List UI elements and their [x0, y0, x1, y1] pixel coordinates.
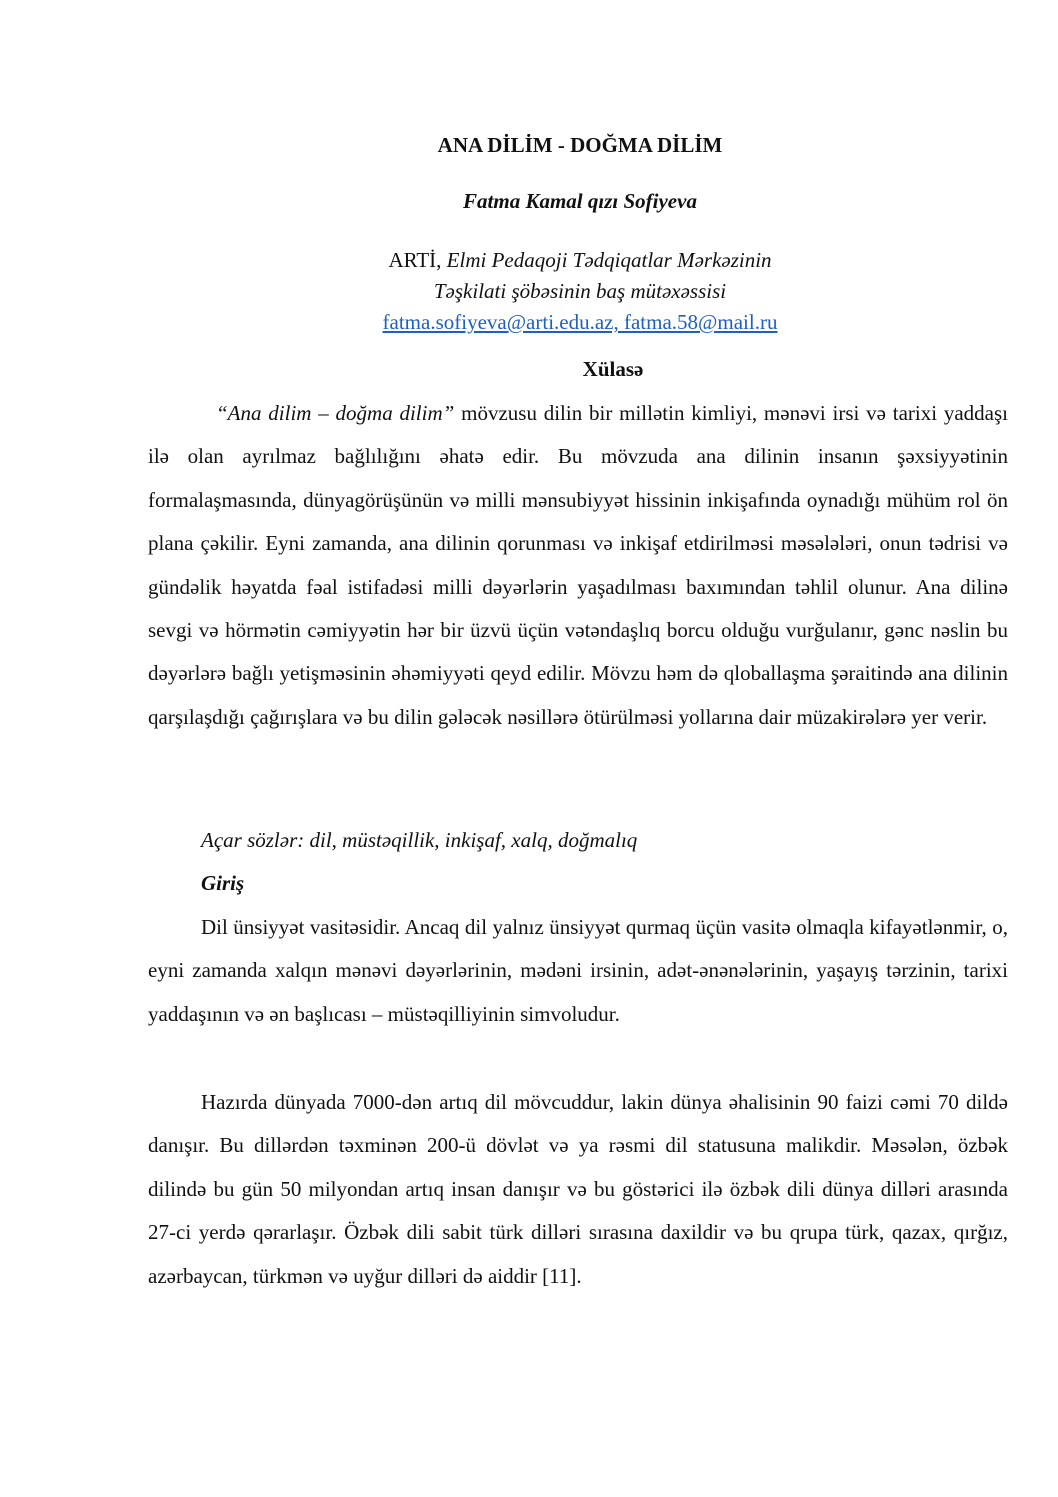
abstract-quote: “Ana dilim – doğma dilim”: [216, 401, 455, 425]
author-email-link[interactable]: fatma.sofiyeva@arti.edu.az, fatma.58@mail.ru: [382, 310, 778, 334]
author-name: Fatma Kamal qızı Sofiyeva: [463, 189, 697, 213]
intro-paragraph: Dil ünsiyyət vasitəsidir. Ancaq dil yalnız ünsiyyət qurmaq üçün vasitə olmaqla kifayətlənmir, o, eyni zamanda xalqın mənəvi dəyərlərinin, mədəni irsinin, adət-ənənələrinin, yaşayış tərzinin, tarixi yaddaşının və ən başlıcası – müstəqilliyinin simvoludur.: [148, 915, 1008, 1026]
affiliation-emails-line: [148, 307, 1012, 338]
abstract-heading: Xülasə: [582, 357, 644, 381]
intro-heading: Giriş: [201, 871, 245, 895]
abstract-paragraph: [148, 392, 1008, 739]
affiliation-org-line2: Təşkilati şöbəsinin baş mütəxəssisi: [433, 279, 727, 303]
intro-paragraph-1-block: [148, 906, 1008, 1036]
intro-paragraph-2-block: [148, 1081, 1008, 1298]
abstract-text: mövzusu dilin bir millətin kimliyi, mənəvi irsi və tarixi yaddaşı ilə olan ayrılmaz bağlılığını əhatə edir. Bu mövzuda ana dilinin insanın şəxsiyyətinin formalaşmasında, dünyagörüşünün və milli mənsubiyyət hissinin inkişafında oynadığı mühüm rol ön plana çəkilir. Eyni zamanda, ana dilinin qorunması və inkişaf etdirilməsi məsələləri, onun tədrisi və gündəlik həyatda fəal istifadəsi milli dəyərlərin yaşadılması baxımından təhlil olunur. Ana dilinə sevgi və hörmətin cəmiyyətin hər bir üzvü üçün vətəndaşlıq borcu olduğu vurğulanır, gənc nəslin bu dəyərlərə bağlı yetişməsinin əhəmiyyəti qeyd edilir. Mövzu həm də qloballaşma şəraitində ana dilinin qarşılaşdığı çağırışlara və bu dilin gələcək nəsillərə ötürülməsi yollarına dair müzakirələrə yer verir.: [148, 401, 1008, 729]
affiliation-line-1: [148, 245, 1012, 276]
paper-title: ANA DİLİM - DOĞMA DİLİM: [437, 133, 723, 157]
affiliation-org-short: ARTİ,: [388, 248, 442, 272]
abstract-section: [148, 392, 1008, 739]
intro-paragraph: Hazırda dünyada 7000-dən artıq dil mövcuddur, lakin dünya əhalisinin 90 faizi cəmi 70 dildə danışır. Bu dillərdən təxminən 200-ü dövlət və ya rəsmi dil statusuna malikdir. Məsələn, özbək dilində bu gün 50 milyondan artıq insan danışır və bu göstərici ilə özbək dili dünya dilləri arasında 27-ci yerdə qərarlaşır. Özbək dili sabit türk dilləri sırasına daxildir və bu qrupa türk, qazax, qırğız, azərbaycan, türkmən və uyğur dilləri də aiddir [11].: [148, 1090, 1008, 1288]
affiliation-block: [148, 245, 1012, 338]
keywords-line: Açar sözlər: dil, müstəqillik, inkişaf, xalq, doğmalıq: [201, 828, 638, 852]
affiliation-org-line1: Elmi Pedaqoji Tədqiqatlar Mərkəzinin: [446, 248, 772, 272]
